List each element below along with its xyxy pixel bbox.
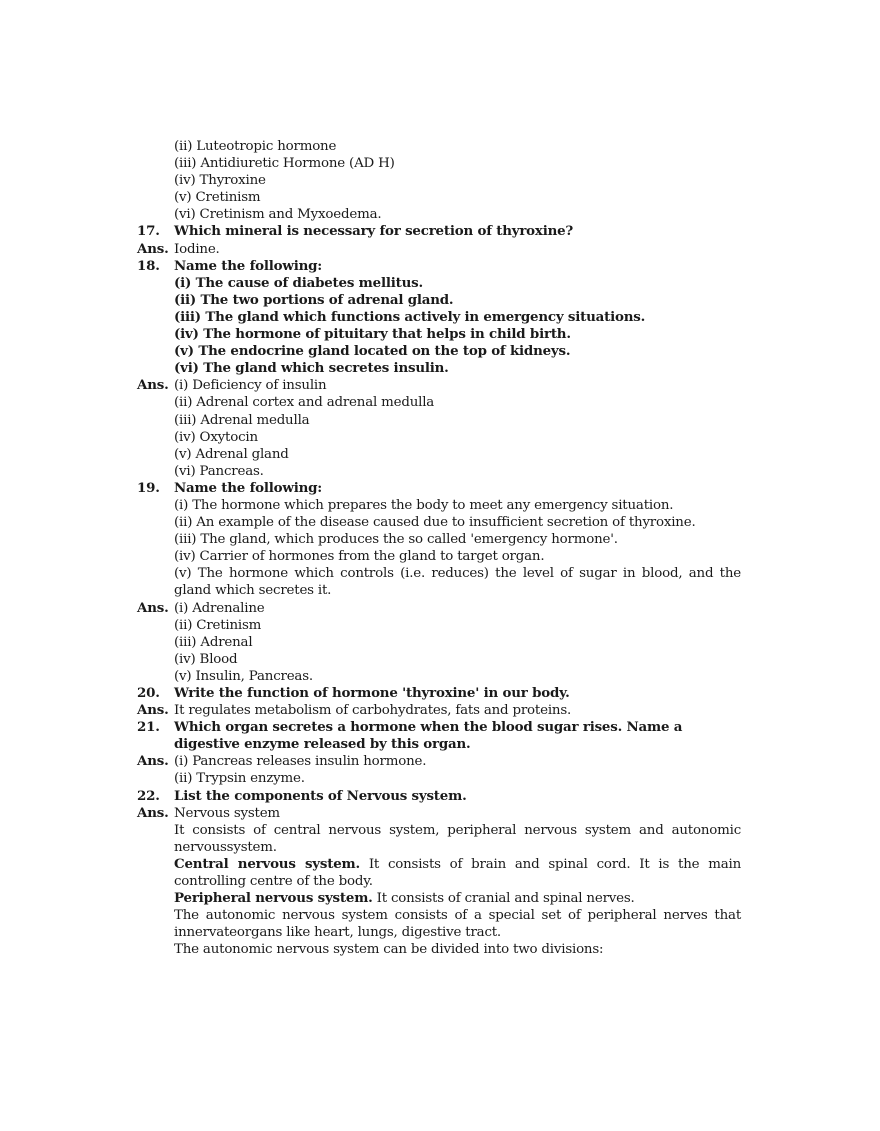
question-number: 21. xyxy=(137,719,160,736)
answer-21 xyxy=(137,753,741,787)
answer-paragraph: The autonomic nervous system can be divided into two divisions: xyxy=(174,942,604,958)
question-number: 22. xyxy=(137,787,160,804)
answer-line: (v) Cretinism xyxy=(174,190,261,206)
answer-line: (iv) Oxytocin xyxy=(174,429,258,445)
previous-answer-block xyxy=(137,138,741,223)
question-17 xyxy=(137,223,741,240)
question-item: (ii) An example of the disease caused due to insufficient secretion of thyroxine. xyxy=(174,515,696,531)
answer-line: (v) Insulin, Pancreas. xyxy=(174,668,313,684)
pns-heading: Peripheral nervous system. xyxy=(174,890,373,907)
question-21 xyxy=(137,719,741,753)
cns-text: It consists of brain and spinal cord. It is the main controlling centre of the body. xyxy=(174,856,741,890)
answer-line: (i) Deficiency of insulin xyxy=(174,378,327,394)
answer-label: Ans. xyxy=(137,377,169,394)
question-item: (iii) The gland which functions actively in emergency situations. xyxy=(174,308,646,325)
answer-line: (ii) Adrenal cortex and adrenal medulla xyxy=(174,395,435,411)
answer-line: (i) Adrenaline xyxy=(174,600,265,616)
question-text: Which mineral is necessary for secretion of thyroxine? xyxy=(174,223,574,240)
question-20 xyxy=(137,685,741,702)
answer-22 xyxy=(137,805,741,959)
pns-text: It consists of cranial and spinal nerves. xyxy=(372,891,635,907)
document-page xyxy=(137,138,741,959)
answer-paragraph: It consists of central nervous system, peripheral nervous system and autonomic nervoussystem. xyxy=(174,822,741,855)
answer-17 xyxy=(137,241,741,258)
answer-label: Ans. xyxy=(137,599,169,616)
question-item: (ii) The two portions of adrenal gland. xyxy=(174,291,454,308)
pns-paragraph xyxy=(174,890,741,907)
answer-label: Ans. xyxy=(137,753,169,770)
answer-line: (iv) Blood xyxy=(174,651,238,667)
answer-18 xyxy=(137,377,741,480)
cns-paragraph xyxy=(174,856,741,890)
question-item: (i) The cause of diabetes mellitus. xyxy=(174,274,423,291)
question-item: (i) The hormone which prepares the body to meet any emergency situation. xyxy=(174,497,674,513)
question-number: 18. xyxy=(137,257,160,274)
question-text: Write the function of hormone 'thyroxine' in our body. xyxy=(174,685,570,701)
answer-line: (v) Adrenal gland xyxy=(174,446,289,462)
answer-line: (i) Pancreas releases insulin hormone. xyxy=(174,754,427,770)
answer-20 xyxy=(137,702,741,719)
answer-line: (vi) Cretinism and Myxoedema. xyxy=(174,207,382,223)
answer-line: (ii) Trypsin enzyme. xyxy=(174,771,305,787)
question-number: 19. xyxy=(137,479,160,496)
answer-line: (iv) Thyroxine xyxy=(174,173,266,189)
answer-label: Ans. xyxy=(137,804,169,821)
answer-line: (vi) Pancreas. xyxy=(174,463,264,479)
answer-19 xyxy=(137,600,741,685)
question-number: 20. xyxy=(137,685,160,701)
question-item: (v) The endocrine gland located on the top of kidneys. xyxy=(174,343,571,360)
question-item: (iv) The hormone of pituitary that helps in child birth. xyxy=(174,326,571,343)
answer-line: (iii) Adrenal xyxy=(174,634,253,650)
question-text: Which organ secretes a hormone when the blood sugar rises. Name a digestive enzyme released by this organ. xyxy=(174,719,683,753)
answer-paragraph: The autonomic nervous system consists of a special set of peripheral nerves that innervateorgans like heart, lungs, digestive tract. xyxy=(174,908,741,941)
question-item: (iii) The gland, which produces the so called 'emergency hormone'. xyxy=(174,532,618,548)
question-item: (vi) The gland which secretes insulin. xyxy=(174,360,449,377)
answer-line: (iii) Antidiuretic Hormone (AD H) xyxy=(174,156,395,172)
question-18 xyxy=(137,258,741,378)
cns-heading: Central nervous system. xyxy=(174,855,360,872)
answer-line: (ii) Luteotropic hormone xyxy=(174,139,337,154)
answer-label: Ans. xyxy=(137,702,169,719)
answer-text: It regulates metabolism of carbohydrates, fats and proteins. xyxy=(174,703,572,719)
answer-line: (iii) Adrenal medulla xyxy=(174,412,310,428)
question-item: (v) The hormone which controls (i.e. reduces) the level of sugar in blood, and the gland which secretes it. xyxy=(174,566,741,599)
answer-title: Nervous system xyxy=(174,805,280,821)
answer-label: Ans. xyxy=(137,240,169,257)
question-text: Name the following: xyxy=(174,479,323,496)
question-text: Name the following: xyxy=(174,257,323,274)
question-text: List the components of Nervous system. xyxy=(174,787,467,804)
question-number: 17. xyxy=(137,223,160,240)
question-item: (iv) Carrier of hormones from the gland to target organ. xyxy=(174,549,545,565)
answer-line: (ii) Cretinism xyxy=(174,617,262,633)
question-19 xyxy=(137,480,741,600)
question-22 xyxy=(137,788,741,805)
answer-text: Iodine. xyxy=(174,241,220,257)
